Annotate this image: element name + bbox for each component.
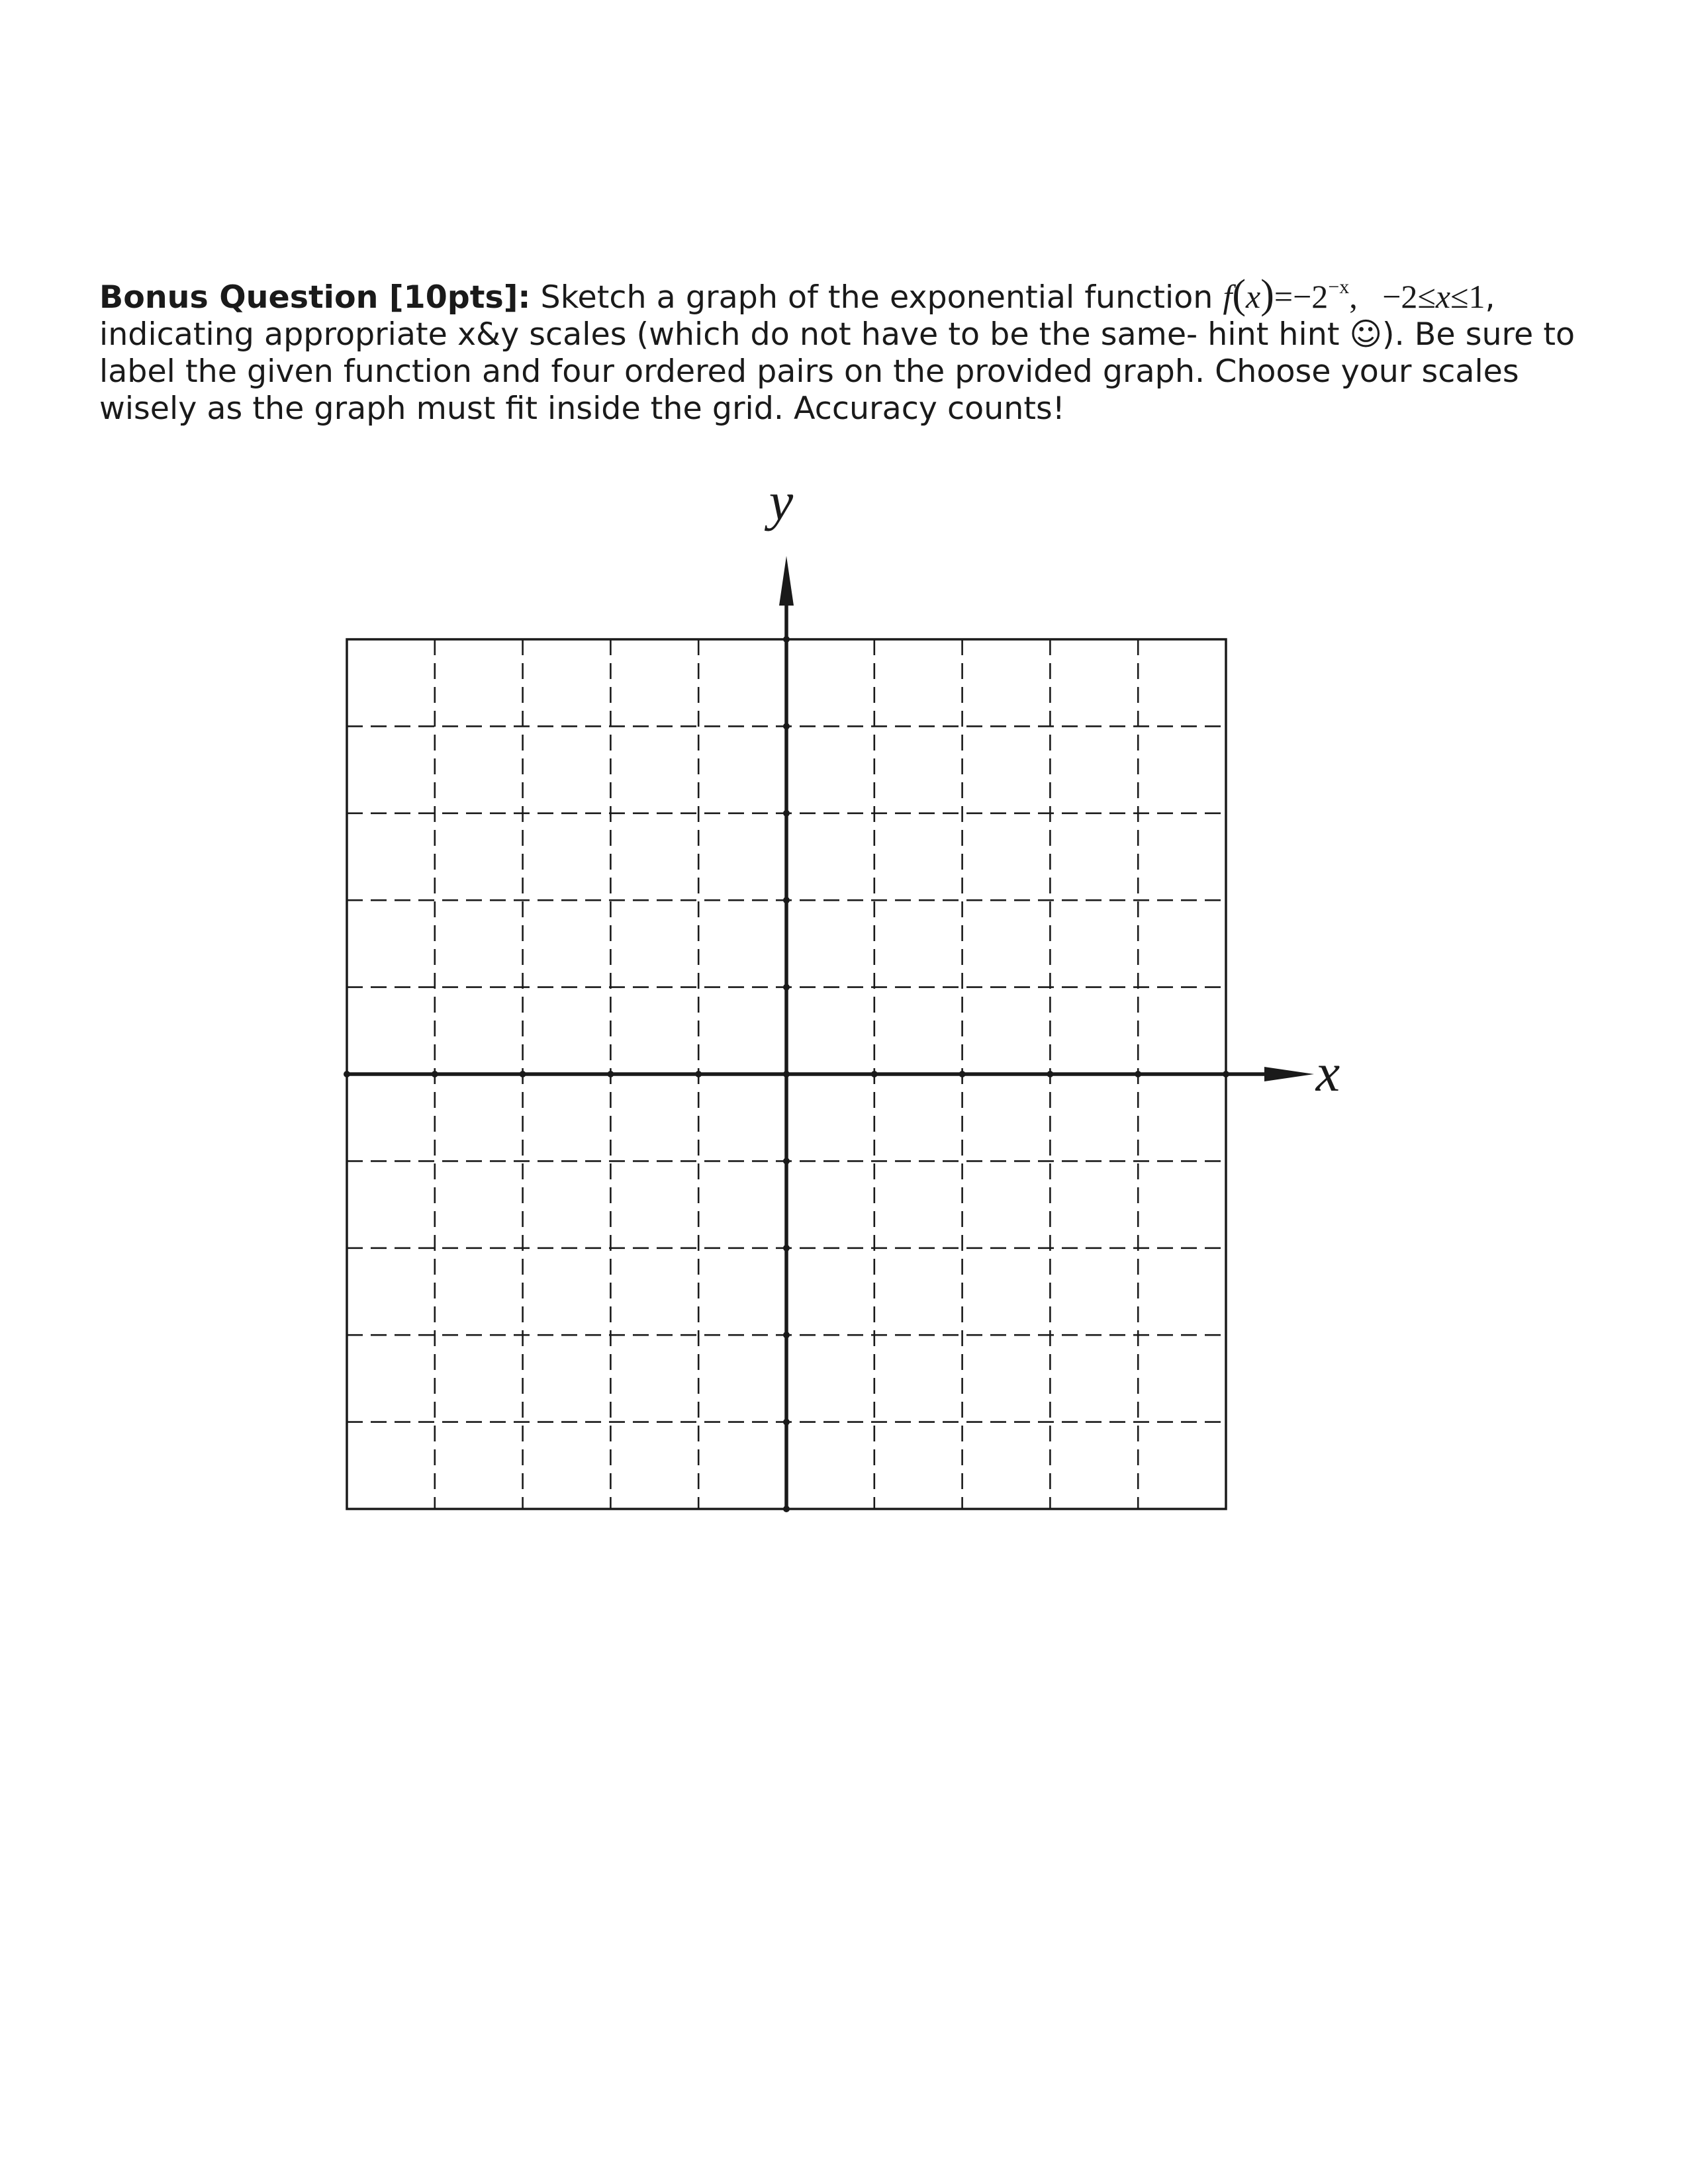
function-formula: $f(x)=-2^{-x}$, −2≤x≤1: [1223, 272, 1485, 317]
x-axis-arrow: [1264, 1067, 1314, 1081]
x-axis-label: x: [1315, 1042, 1340, 1103]
axes: [344, 556, 1314, 1512]
y-axis-tick: [783, 810, 790, 817]
y-axis-tick: [783, 1158, 790, 1164]
y-axis-arrow: [779, 556, 794, 606]
question-instructions: indicating appropriate x&y scales (which do not have to be the same- hint hint ☺). Be sure to label the given function and four ordered pairs on the provided graph. Choose your scales wisely as the graph must fit inside the grid. Accuracy counts!: [99, 316, 1575, 427]
question-intro: Sketch a graph of the exponential function: [540, 279, 1213, 316]
y-axis-tick: [783, 636, 790, 643]
x-axis-tick: [959, 1071, 966, 1077]
x-axis-tick: [1135, 1071, 1141, 1077]
question-text: Bonus Question [10pts]: Sketch a graph of the exponential function $f(x)=-2^{-x}$, −2≤x≤1, indicating appropriate x&y scales (which do not have to be the same- hint hint ☺). Be sure to label the given function and four ordered pairs on the provided graph. Choose your scales wisely as the graph must fit inside the grid. Accuracy counts!: [99, 272, 1575, 427]
x-axis-tick: [432, 1071, 438, 1077]
x-axis-tick: [871, 1071, 878, 1077]
x-axis-tick: [1047, 1071, 1053, 1077]
y-axis-tick: [783, 897, 790, 903]
x-axis-tick: [607, 1071, 614, 1077]
y-axis-label: y: [769, 471, 794, 531]
y-axis-tick: [783, 1245, 790, 1251]
x-axis-tick: [520, 1071, 526, 1077]
y-axis-tick: [783, 1419, 790, 1426]
y-axis-tick: [783, 1071, 790, 1077]
y-axis-tick: [783, 1506, 790, 1512]
y-axis-tick: [783, 723, 790, 729]
x-axis-tick: [344, 1071, 350, 1077]
y-axis-tick: [783, 984, 790, 991]
x-axis-tick: [695, 1071, 702, 1077]
y-axis-tick: [783, 1332, 790, 1338]
question-label: Bonus Question [10pts]:: [99, 279, 531, 316]
x-axis-tick: [1223, 1071, 1229, 1077]
